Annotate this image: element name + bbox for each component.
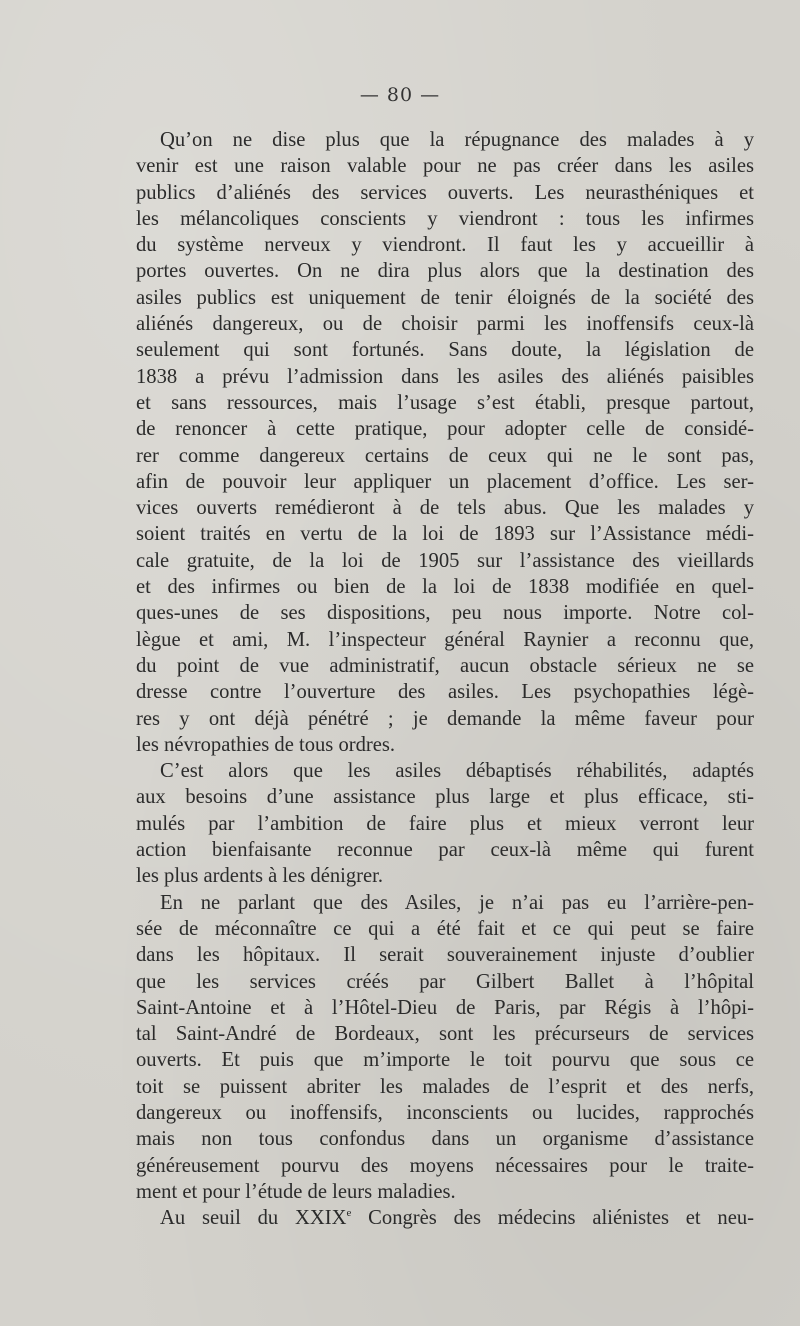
text-line: afin de pouvoir leur appliquer un placement d’office. Les ser- <box>136 470 754 493</box>
text-line: du point de vue administratif, aucun obstacle sérieux ne se <box>136 654 754 677</box>
text-line: dresse contre l’ouverture des asiles. Les psychopathies légè- <box>136 681 754 704</box>
text-line: aliénés dangereux, ou de choisir parmi les inoffensifs ceux-là <box>136 313 754 336</box>
text-line: mulés par l’ambition de faire plus et mieux verront leur <box>136 812 754 835</box>
text-line: Qu’on ne dise plus que la répugnance des malades à y <box>160 129 754 151</box>
text-line: En ne parlant que des Asiles, je n’ai pas eu l’arrière-pen- <box>160 891 754 914</box>
text-line: aux besoins d’une assistance plus large et plus efficace, sti- <box>136 786 754 809</box>
text-line: ques-unes de ses dispositions, peu nous importe. Notre col- <box>136 602 754 625</box>
text-line: que les services créés par Gilbert Ballet à l’hôpital <box>136 970 754 993</box>
text-line: seulement qui sont fortunés. Sans doute, la législation de <box>136 339 754 362</box>
text-line: venir est une raison valable pour ne pas créer dans les asiles <box>136 155 754 178</box>
text-line: généreusement pourvu des moyens nécessaires pour le traite- <box>136 1154 754 1177</box>
text-line: les plus ardents à les dénigrer. <box>136 865 384 888</box>
superscript: e <box>346 1207 352 1220</box>
text-line <box>136 1205 754 1231</box>
text-line: 1838 a prévu l’admission dans les asiles des aliénés paisibles <box>136 365 754 388</box>
text-line: de renoncer à cette pratique, pour adopter celle de considé- <box>136 418 754 441</box>
text-line: dans les hôpitaux. Il serait souverainement injuste d’oublier <box>136 944 754 967</box>
text-line: ment et pour l’étude de leurs maladies. <box>136 1180 456 1203</box>
text-line: les névropathies de tous ordres. <box>136 733 396 756</box>
text-segment: Au seuil du XXIX <box>160 1207 347 1230</box>
text-line: soient traités en vertu de la loi de 1893 sur l’Assistance médi- <box>136 523 754 546</box>
text-line: C’est alors que les asiles débaptisés réhabilités, adaptés <box>160 760 754 783</box>
text-line: et des infirmes ou bien de la loi de 1838 modifiée en quel- <box>136 576 754 599</box>
text-line: cale gratuite, de la loi de 1905 sur l’assistance des vieillards <box>136 549 754 572</box>
text-line: lègue et ami, M. l’inspecteur général Raynier a reconnu que, <box>136 628 754 651</box>
text-line: toit se puissent abriter les malades de l’esprit et des nerfs, <box>136 1075 754 1098</box>
text-line: mais non tous confondus dans un organisme d’assistance <box>136 1128 754 1151</box>
paragraph-4 <box>136 1205 754 1231</box>
text-line: les mélancoliques conscients y viendront : tous les infirmes <box>136 207 754 230</box>
page-number: — 80 — <box>359 84 441 106</box>
text-line: sée de méconnaître ce qui a été fait et ce qui peut se faire <box>136 917 754 940</box>
text-line: et sans ressources, mais l’usage s’est établi, presque partout, <box>136 391 754 414</box>
text-line: rer comme dangereux certains de ceux qui ne le sont pas, <box>136 444 754 467</box>
paragraph-1 <box>136 127 754 758</box>
text-line: asiles publics est uniquement de tenir éloignés de la société des <box>136 286 754 309</box>
text-segment: Congrès des médecins aliénistes et neu- <box>351 1207 755 1230</box>
text-line: action bienfaisante reconnue par ceux-là même qui furent <box>136 839 754 862</box>
body-text <box>136 127 754 1231</box>
text-line: tal Saint-André de Bordeaux, sont les précurseurs de services <box>136 1023 754 1046</box>
paragraph-2 <box>136 758 754 889</box>
text-line: du système nerveux y viendront. Il faut les y accueillir à <box>136 234 754 257</box>
text-line: Saint-Antoine et à l’Hôtel-Dieu de Paris, par Régis à l’hôpi- <box>136 996 754 1019</box>
text-line: portes ouvertes. On ne dira plus alors que la destination des <box>136 260 754 283</box>
text-line: ouverts. Et puis que m’importe le toit pourvu que sous ce <box>136 1049 754 1072</box>
text-line: vices ouverts remédieront à de tels abus. Que les malades y <box>136 497 754 520</box>
text-line: dangereux ou inoffensifs, inconscients ou lucides, rapprochés <box>136 1101 754 1124</box>
text-line: res y ont déjà pénétré ; je demande la même faveur pour <box>136 707 754 730</box>
paragraph-3 <box>136 890 754 1206</box>
text-line: publics d’aliénés des services ouverts. Les neurasthéniques et <box>136 181 754 204</box>
